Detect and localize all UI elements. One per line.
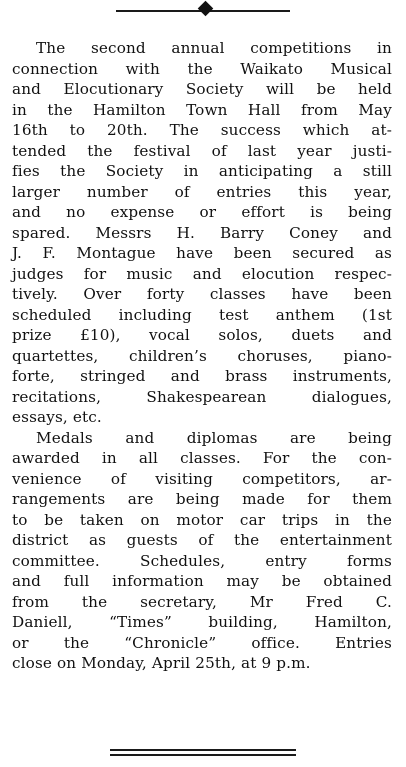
bottom-divider-rule xyxy=(110,754,296,756)
text-line: forte, stringed and brass instruments, xyxy=(12,367,392,385)
text-line: rangements are being made for them xyxy=(12,490,392,508)
text-line: and no expense or effort is being xyxy=(12,203,392,221)
text-line: and Elocutionary Society will be held xyxy=(12,80,392,98)
text-line: to be taken on motor car trips in the xyxy=(12,510,392,529)
text-line: committee. Schedules, entry forms xyxy=(12,551,392,570)
text-line: district as guests of the entertainment xyxy=(12,531,392,549)
article-body xyxy=(12,38,392,674)
text-line: quartettes, children’s choruses, piano- xyxy=(12,346,392,365)
text-line: from the secretary, Mr Fred C. xyxy=(12,592,392,611)
text-line: Daniell, “Times” building, Hamilton, xyxy=(12,613,392,631)
text-line: close on Monday, April 25th, at 9 p.m. xyxy=(12,654,311,672)
text-line: in the Hamilton Town Hall from May xyxy=(12,100,392,119)
article-paragraph-2 xyxy=(12,428,392,674)
diamond-ornament-icon xyxy=(198,1,214,17)
text-line: venience of visiting competitors, ar- xyxy=(12,469,392,488)
text-line: or the “Chronicle” office. Entries xyxy=(12,633,392,652)
text-line: tended the festival of last year justi- xyxy=(12,141,392,160)
text-line: connection with the Waikato Musical xyxy=(12,59,392,78)
text-line: judges for music and elocution respec- xyxy=(12,264,392,283)
text-line: recitations, Shakespearean dialogues, xyxy=(12,387,392,406)
text-line: fies the Society in anticipating a still xyxy=(12,162,392,180)
text-line: Medals and diplomas are being xyxy=(36,428,392,447)
text-line: larger number of entries this year, xyxy=(12,182,392,201)
text-line: awarded in all classes. For the con- xyxy=(12,449,392,467)
article-paragraph-1 xyxy=(12,38,392,428)
text-line: scheduled including test anthem (1st xyxy=(12,305,392,324)
text-line: prize £10), vocal solos, duets and xyxy=(12,326,392,344)
text-line: tively. Over forty classes have been xyxy=(12,285,392,303)
text-line: The second annual competitions in xyxy=(36,39,392,57)
bottom-divider-rule xyxy=(110,749,296,751)
text-line: and full information may be obtained xyxy=(12,572,392,590)
text-line: essays, etc. xyxy=(12,408,102,426)
text-line: 16th to 20th. The success which at- xyxy=(12,121,392,139)
text-line: J. F. Montague have been secured as xyxy=(12,244,392,262)
text-line: spared. Messrs H. Barry Coney and xyxy=(12,223,392,242)
